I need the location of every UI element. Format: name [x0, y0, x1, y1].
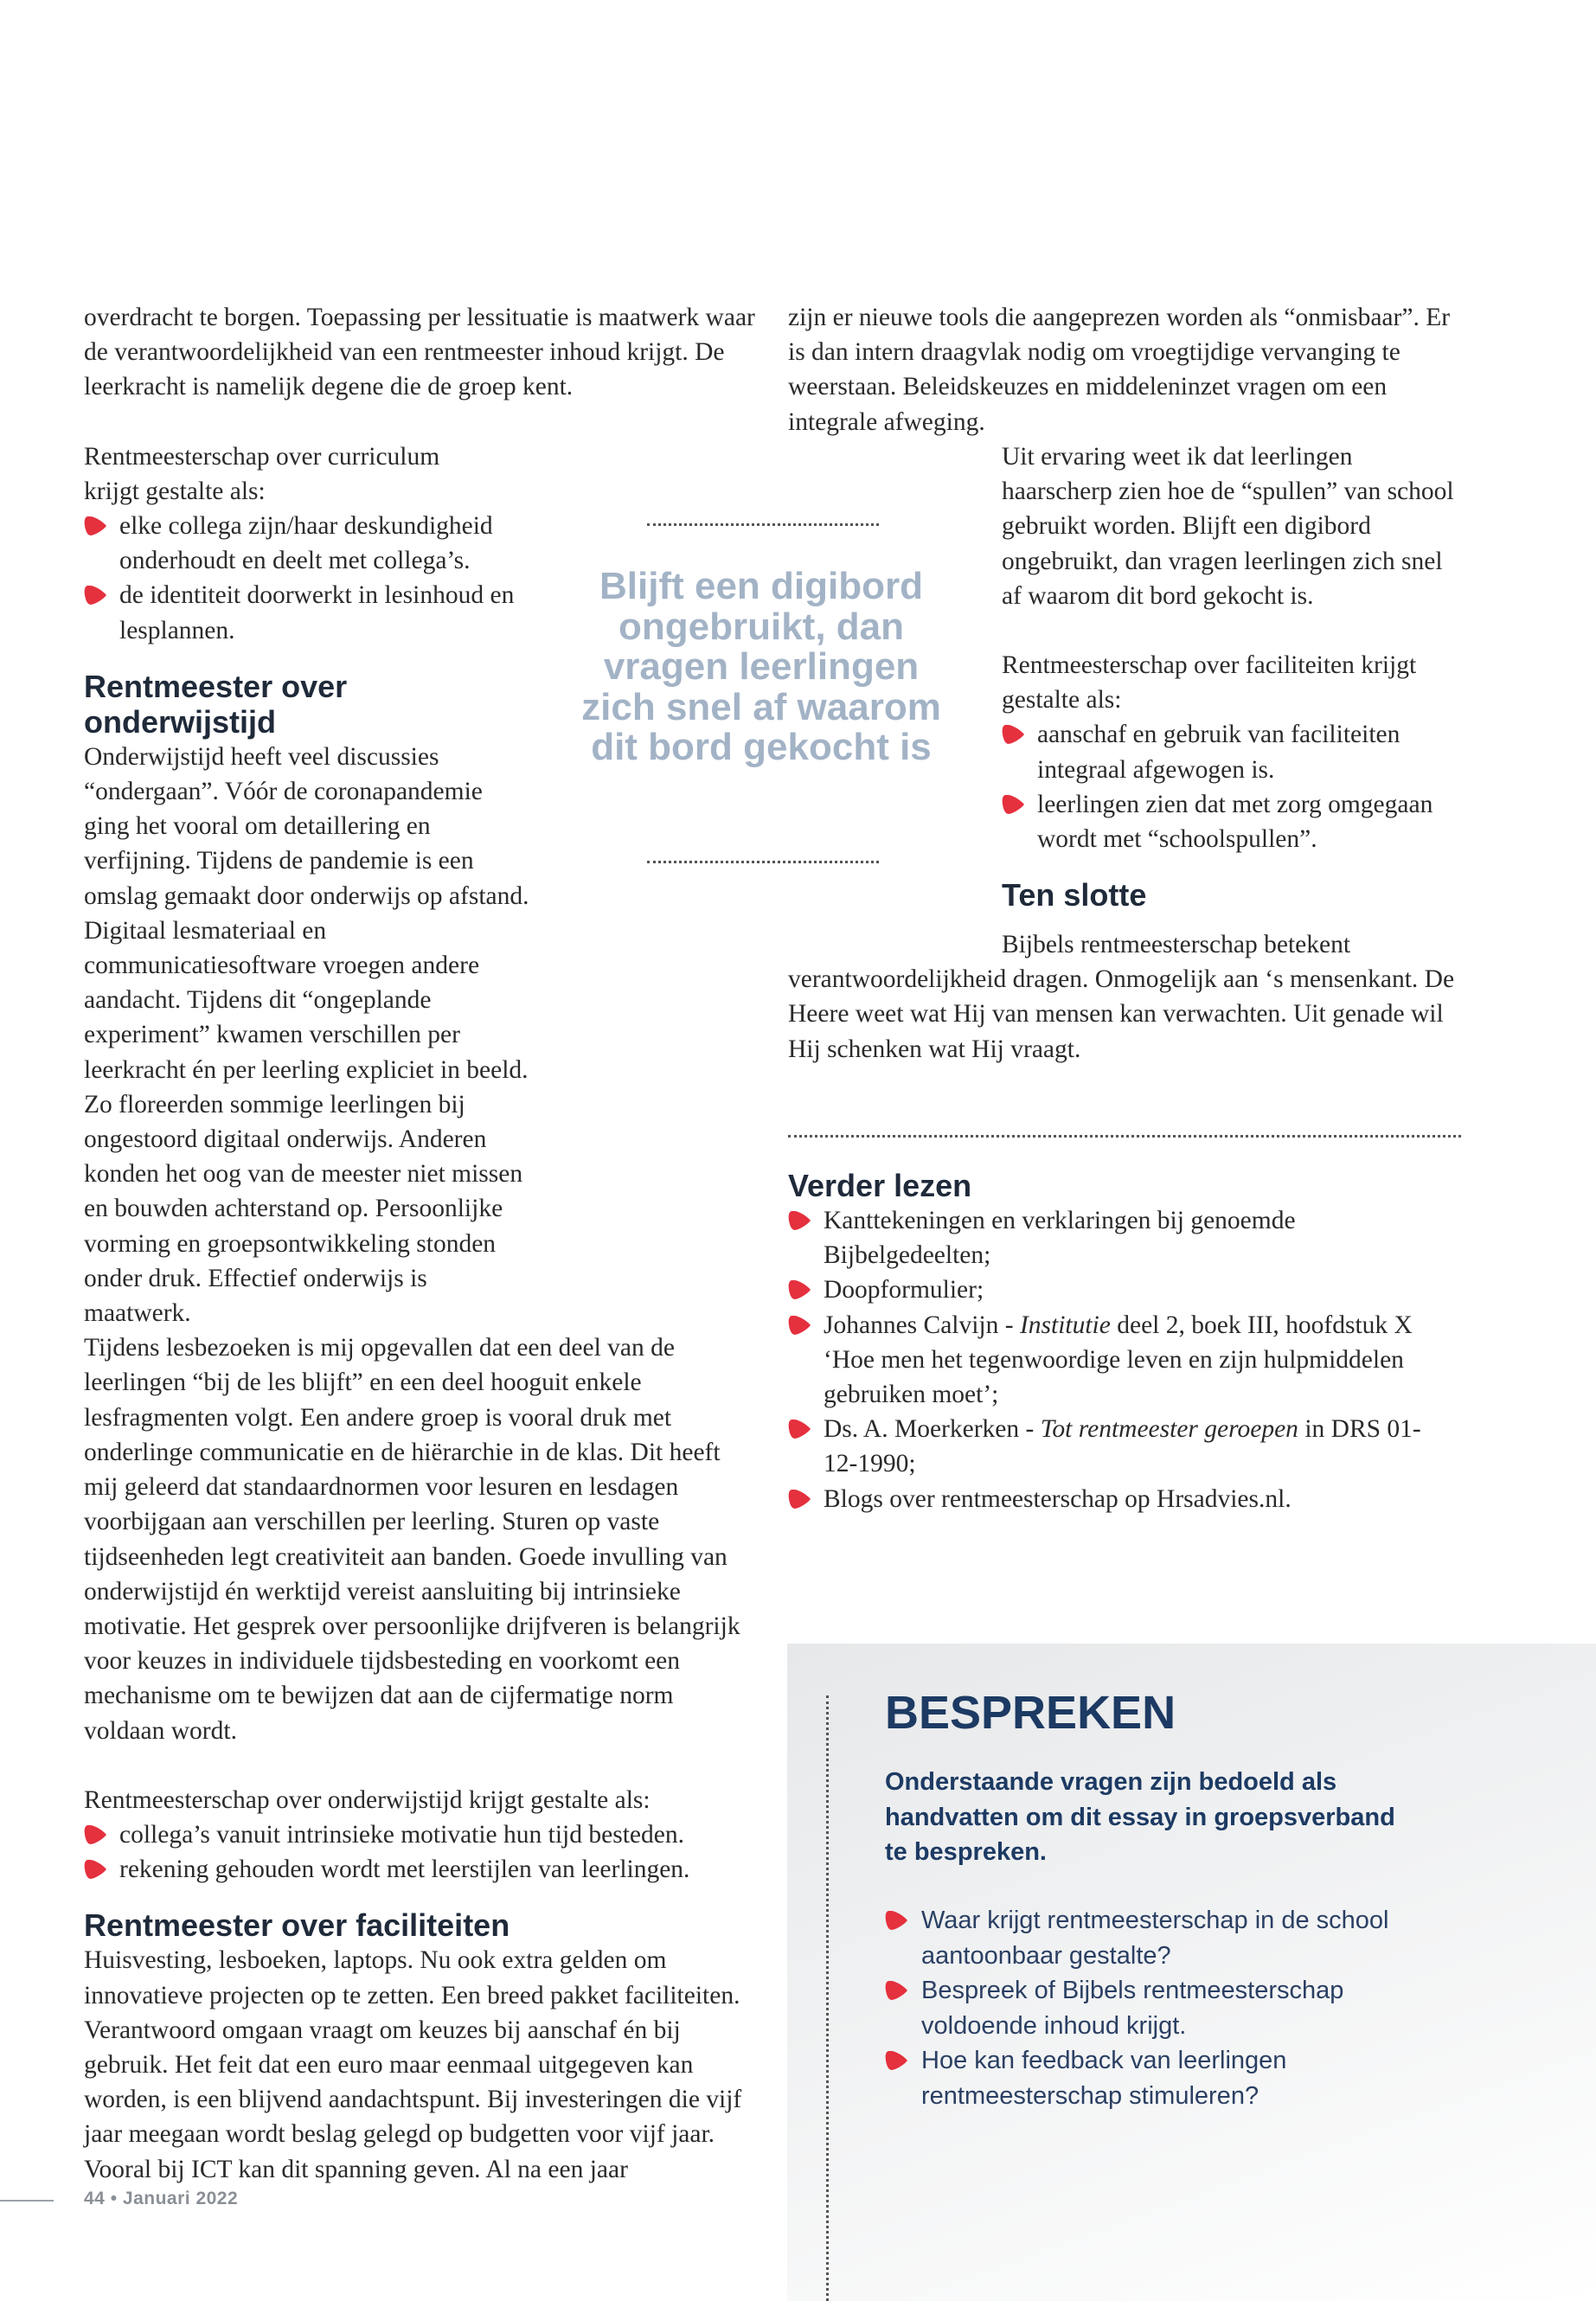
list-item: Doopformulier;	[788, 1272, 1454, 1307]
page-number: 44	[84, 2189, 106, 2208]
question-item: Bespreek of Bijbels rentmeesterschap voldoende inhoud krijgt.	[885, 1973, 1439, 2043]
box-title: BESPREKEN	[885, 1687, 1176, 1739]
list-item: de identiteit doorwerkt in lesinhoud en lesplannen.	[84, 578, 534, 647]
curriculum-list	[84, 509, 534, 648]
footer-rule	[0, 2200, 54, 2202]
bullet-icon	[1002, 724, 1025, 745]
bullet-icon	[788, 1279, 811, 1300]
bullet-icon	[84, 1859, 107, 1880]
list-item: collega’s vanuit intrinsieke motivatie hun tijd besteden.	[84, 1817, 760, 1852]
issue-date: Januari 2022	[122, 2189, 239, 2208]
bullet-icon	[84, 516, 107, 536]
faciliteiten-paragraph: Huisvesting, lesboeken, laptops. Nu ook extra gelden om innovatieve projecten op te zetten. Een breed pakket faciliteiten. Verantwoord omgaan vraagt om keuzes bij aanschaf én bij gebruik. Het feit dat een euro maar eenmaal uitgegeven kan worden, is een blijvend aandachtspunt. Bij investeringen die vijf jaar meegaan wordt beslag gelegd op budgetten voor vijf jaar. Vooral bij ICT kan dit spanning geven. Al na een jaar	[84, 1946, 742, 2183]
heading-faciliteiten: Rentmeester over faciliteiten	[84, 1907, 510, 1944]
list-item: aanschaf en gebruik van faciliteiten integraal afgewogen is.	[1002, 717, 1456, 786]
faciliteiten-list	[1002, 717, 1456, 856]
bullet-icon	[885, 1910, 908, 1931]
footer-separator: •	[110, 2189, 118, 2208]
bullet-icon	[1002, 794, 1025, 815]
onderwijstijd-list	[84, 1817, 760, 1887]
right-column-narrow	[1002, 439, 1456, 913]
discussion-questions	[885, 1903, 1439, 2113]
reading-list	[788, 1203, 1454, 1516]
faciliteiten-intro: Rentmeesterschap over faciliteiten krijgt gestalte als:	[1002, 651, 1417, 715]
list-item: elke collega zijn/haar deskundigheid onderhoudt en deelt met collega’s.	[84, 509, 534, 578]
bullet-icon	[788, 1315, 811, 1336]
page-footer	[84, 2189, 238, 2209]
box-intro: Onderstaande vragen zijn bedoeld als handvatten om dit essay in groepsverband te bespreken.	[885, 1768, 1395, 1866]
list-item: rekening gehouden wordt met leerstijlen van leerlingen.	[84, 1852, 760, 1887]
right-intro-paragraph: zijn er nieuwe tools die aangeprezen worden als “onmisbaar”. Er is dan intern draagvlak nodig om vroegtijdige vervanging te weerstaan. Beleidskeuzes en middeleninzet vragen om een integrale afweging.	[788, 304, 1451, 436]
bullet-icon	[885, 1980, 908, 2001]
ten-slotte-block	[788, 927, 1463, 1067]
right-column	[788, 300, 1463, 439]
onderwijstijd-intro: Rentmeesterschap over onderwijstijd krijgt gestalte als:	[84, 1785, 651, 1814]
onderwijstijd-paragraph: Onderwijstijd heeft veel discussies “ondergaan”. Vóór de coronapandemie ging het vooral om detaillering en verfijning. Tijdens de pandemie is een omslag gemaakt door onderwijs op afstand. Digitaal lesmateriaal en communicatiesoftware vroegen andere aandacht. Tijdens dit “ongeplande experiment” kwamen verschillen per leerkracht én per leerling expliciet in beeld. Zo floreerden sommige leerlingen bij ongestoord digitaal onderwijs. Anderen konden het oog van de meester niet missen en bouwden achterstand op. Persoonlijke vorming en groepsontwikkeling stonden onder druk. Effectief onderwijs is maatwerk.	[84, 742, 529, 1328]
pull-quote-rule-top	[647, 523, 879, 526]
ervaring-paragraph: Uit ervaring weet ik dat leerlingen haarscherp zien hoe de “spullen” van school gebruikt worden. Blijft een digibord ongebruikt, dan vragen leerlingen zich snel af waarom dit bord gekocht is.	[1002, 443, 1454, 610]
question-item: Waar krijgt rentmeesterschap in de school aantoonbaar gestalte?	[885, 1903, 1439, 1973]
box-dotted-line	[826, 1695, 829, 2301]
verder-lezen-section	[788, 1168, 1454, 1516]
bullet-icon	[788, 1489, 811, 1509]
intro-paragraph: overdracht te borgen. Toepassing per lessituatie is maatwerk waar de verantwoordelijkheid van een rentmeester inhoud krijgt. De leerkracht is namelijk degene die de groep kent.	[84, 304, 755, 401]
heading-verder-lezen: Verder lezen	[788, 1168, 972, 1203]
lesbezoeken-paragraph: Tijdens lesbezoeken is mij opgevallen dat een deel van de leerlingen “bij de les blijft” en een deel hooguit enkele lesfragmenten volgt. Een andere groep is vooral druk met onderlinge communicatie en de hiërarchie in de klas. Dit heeft mij geleerd dat standaardnormen voor lesuren en lesdagen voorbijgaan aan verschillen per leerling. Sturen op vaste tijdseenheden legt creativiteit aan banden. Goede invulling van onderwijstijd én werktijd vereist aansluiting bij intrinsieke motivatie. Het gesprek over persoonlijke drijfveren is belangrijk voor keuzes in individuele tijdsbesteding en voorkomt een mechanisme om te bewijzen dat aan de cijfermatige norm voldaan wordt.	[84, 1334, 740, 1745]
ten-slotte-paragraph: Bijbels rentmeesterschap betekent verantwoordelijkheid dragen. Onmogelijk aan ‘s mensenkant. De Heere weet wat Hij van mensen kan verwachten. Uit genade wil Hij schenken wat Hij vraagt.	[788, 931, 1455, 1063]
question-item: Hoe kan feedback van leerlingen rentmeesterschap stimuleren?	[885, 2043, 1439, 2113]
bullet-icon	[788, 1210, 811, 1231]
bullet-icon	[84, 585, 107, 606]
bullet-icon	[84, 1824, 107, 1845]
pull-quote: Blijft een digibord ongebruikt, dan vragen leerlingen zich snel af waarom dit bord gekocht is	[581, 565, 941, 768]
heading-onderwijstijd: Rentmeester over onderwijstijd	[84, 668, 348, 740]
list-item: leerlingen zien dat met zorg omgegaan wordt met “schoolspullen”.	[1002, 787, 1456, 856]
curriculum-intro: Rentmeesterschap over curriculum krijgt gestalte als:	[84, 442, 440, 505]
list-item: Ds. A. Moerkerken - Tot rentmeester geroepen in DRS 01-12-1990;	[788, 1412, 1454, 1481]
list-item: Johannes Calvijn - Institutie deel 2, boek III, hoofdstuk X ‘Hoe men het tegenwoordige leven en zijn hulpmiddelen gebruiken moet’;	[788, 1308, 1454, 1413]
list-item: Kanttekeningen en verklaringen bij genoemde Bijbelgedeelten;	[788, 1203, 1454, 1272]
section-divider	[788, 1135, 1461, 1138]
heading-ten-slotte: Ten slotte	[1002, 877, 1147, 913]
list-item: Blogs over rentmeesterschap op Hrsadvies.nl.	[788, 1482, 1454, 1516]
bullet-icon	[788, 1419, 811, 1439]
pull-quote-rule-bottom	[647, 861, 879, 863]
bullet-icon	[885, 2050, 908, 2071]
